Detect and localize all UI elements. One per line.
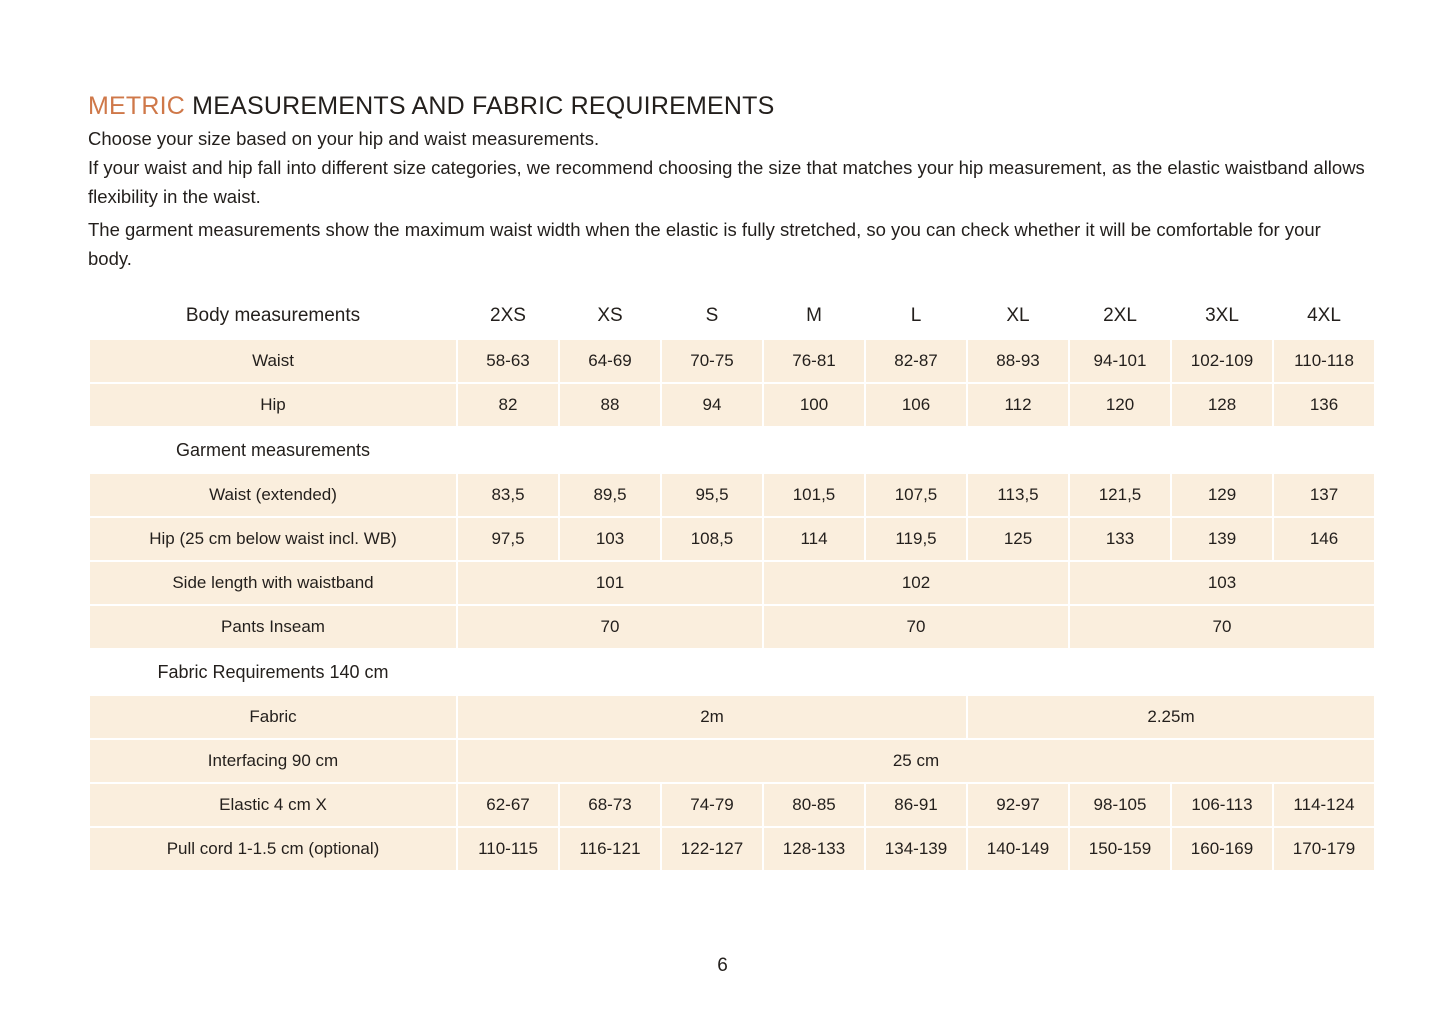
row-label-pull-cord: Pull cord 1-1.5 cm (optional) bbox=[90, 828, 456, 870]
cell-hip-xl: 112 bbox=[968, 384, 1068, 426]
page-number: 6 bbox=[717, 955, 728, 976]
cell-waist-s: 70-75 bbox=[662, 340, 762, 382]
cell-pullcord-4xl: 170-179 bbox=[1274, 828, 1374, 870]
fabric-requirements-header: Fabric Requirements 140 cm bbox=[157, 661, 389, 682]
cell-hipwb-l: 119,5 bbox=[866, 518, 966, 560]
cell-waist-m: 76-81 bbox=[764, 340, 864, 382]
size-header-xs: XS bbox=[597, 305, 623, 326]
cell-hipwb-3xl: 139 bbox=[1172, 518, 1272, 560]
cell-elastic-4xl: 114-124 bbox=[1274, 784, 1374, 826]
cell-fabric-group-2: 2.25m bbox=[968, 696, 1374, 738]
cell-inseam-group-3: 70 bbox=[1070, 606, 1374, 648]
cell-waist-ext-2xl: 121,5 bbox=[1070, 474, 1170, 516]
cell-elastic-2xl: 98-105 bbox=[1070, 784, 1170, 826]
cell-hipwb-4xl: 146 bbox=[1274, 518, 1374, 560]
cell-elastic-m: 80-85 bbox=[764, 784, 864, 826]
row-label-side-length: Side length with waistband bbox=[90, 562, 456, 604]
cell-waist-2xl: 94-101 bbox=[1070, 340, 1170, 382]
section-spacer bbox=[458, 428, 1374, 472]
cell-hip-l: 106 bbox=[866, 384, 966, 426]
garment-measurements-header: Garment measurements bbox=[175, 439, 371, 460]
row-label-hip: Hip bbox=[90, 384, 456, 426]
row-label-interfacing: Interfacing 90 cm bbox=[90, 740, 456, 782]
table-row bbox=[90, 606, 1374, 648]
cell-elastic-l: 86-91 bbox=[866, 784, 966, 826]
cell-hipwb-s: 108,5 bbox=[662, 518, 762, 560]
cell-waist-ext-4xl: 137 bbox=[1274, 474, 1374, 516]
page-title bbox=[88, 92, 774, 121]
size-header-l: L bbox=[910, 305, 922, 326]
cell-pullcord-2xl: 150-159 bbox=[1070, 828, 1170, 870]
page-title-rest: MEASUREMENTS AND FABRIC REQUIREMENTS bbox=[185, 92, 775, 120]
row-label-hip-below-waist: Hip (25 cm below waist incl. WB) bbox=[90, 518, 456, 560]
row-label-waist: Waist bbox=[90, 340, 456, 382]
cell-hip-xs: 88 bbox=[560, 384, 660, 426]
cell-inseam-group-1: 70 bbox=[458, 606, 762, 648]
size-header-3xl: 3XL bbox=[1205, 305, 1239, 326]
cell-hipwb-xs: 103 bbox=[560, 518, 660, 560]
table-row bbox=[90, 828, 1374, 870]
cell-waist-ext-2xs: 83,5 bbox=[458, 474, 558, 516]
cell-elastic-3xl: 106-113 bbox=[1172, 784, 1272, 826]
size-header-4xl: 4XL bbox=[1307, 305, 1341, 326]
cell-waist-ext-xs: 89,5 bbox=[560, 474, 660, 516]
size-header-2xs: 2XS bbox=[490, 305, 526, 326]
cell-hip-2xs: 82 bbox=[458, 384, 558, 426]
row-label-pants-inseam: Pants Inseam bbox=[90, 606, 456, 648]
cell-pullcord-l: 134-139 bbox=[866, 828, 966, 870]
cell-hip-s: 94 bbox=[662, 384, 762, 426]
table-row bbox=[90, 384, 1374, 426]
cell-elastic-xl: 92-97 bbox=[968, 784, 1068, 826]
cell-pullcord-2xs: 110-115 bbox=[458, 828, 558, 870]
cell-hip-3xl: 128 bbox=[1172, 384, 1272, 426]
cell-hipwb-2xl: 133 bbox=[1070, 518, 1170, 560]
size-header-m: M bbox=[806, 305, 822, 326]
cell-waist-ext-l: 107,5 bbox=[866, 474, 966, 516]
section-row-fabric bbox=[90, 650, 1374, 694]
body-measurements-header: Body measurements bbox=[185, 305, 361, 326]
cell-pullcord-m: 128-133 bbox=[764, 828, 864, 870]
cell-waist-ext-m: 101,5 bbox=[764, 474, 864, 516]
size-header-s: S bbox=[705, 305, 719, 326]
cell-hip-2xl: 120 bbox=[1070, 384, 1170, 426]
intro-line-1: Choose your size based on your hip and waist measurements. bbox=[88, 128, 600, 149]
cell-waist-ext-3xl: 129 bbox=[1172, 474, 1272, 516]
table-row bbox=[90, 784, 1374, 826]
cell-pullcord-xl: 140-149 bbox=[968, 828, 1068, 870]
table-row bbox=[90, 474, 1374, 516]
cell-waist-l: 82-87 bbox=[866, 340, 966, 382]
table-row bbox=[90, 518, 1374, 560]
intro-paragraphs bbox=[88, 124, 1368, 273]
table-row bbox=[90, 562, 1374, 604]
cell-pullcord-s: 122-127 bbox=[662, 828, 762, 870]
cell-inseam-group-2: 70 bbox=[764, 606, 1068, 648]
cell-waist-ext-xl: 113,5 bbox=[968, 474, 1068, 516]
section-spacer bbox=[458, 650, 1374, 694]
cell-hipwb-m: 114 bbox=[764, 518, 864, 560]
cell-waist-4xl: 110-118 bbox=[1274, 340, 1374, 382]
page-title-accent: METRIC bbox=[88, 92, 186, 120]
row-label-waist-extended: Waist (extended) bbox=[90, 474, 456, 516]
cell-hipwb-xl: 125 bbox=[968, 518, 1068, 560]
table-row bbox=[90, 696, 1374, 738]
cell-interfacing-all: 25 cm bbox=[458, 740, 1374, 782]
intro-line-2: If your waist and hip fall into different size categories, we recommend choosing the size that matches your hip measurement, as the elastic waistband allows flexibility in the waist. bbox=[88, 157, 1365, 207]
row-label-fabric: Fabric bbox=[90, 696, 456, 738]
cell-waist-xs: 64-69 bbox=[560, 340, 660, 382]
size-header-xl: XL bbox=[1006, 305, 1030, 326]
cell-pullcord-3xl: 160-169 bbox=[1172, 828, 1272, 870]
cell-waist-ext-s: 95,5 bbox=[662, 474, 762, 516]
measurements-table-wrap bbox=[88, 292, 1356, 872]
cell-hip-m: 100 bbox=[764, 384, 864, 426]
cell-elastic-2xs: 62-67 bbox=[458, 784, 558, 826]
cell-side-length-group-1: 101 bbox=[458, 562, 762, 604]
cell-elastic-xs: 68-73 bbox=[560, 784, 660, 826]
cell-pullcord-xs: 116-121 bbox=[560, 828, 660, 870]
table-row bbox=[90, 340, 1374, 382]
cell-hip-4xl: 136 bbox=[1274, 384, 1374, 426]
table-header-row bbox=[90, 294, 1374, 338]
cell-side-length-group-3: 103 bbox=[1070, 562, 1374, 604]
cell-waist-xl: 88-93 bbox=[968, 340, 1068, 382]
cell-elastic-s: 74-79 bbox=[662, 784, 762, 826]
cell-side-length-group-2: 102 bbox=[764, 562, 1068, 604]
table-row bbox=[90, 740, 1374, 782]
cell-hipwb-2xs: 97,5 bbox=[458, 518, 558, 560]
section-row-garment bbox=[90, 428, 1374, 472]
cell-waist-3xl: 102-109 bbox=[1172, 340, 1272, 382]
row-label-elastic: Elastic 4 cm X bbox=[90, 784, 456, 826]
cell-fabric-group-1: 2m bbox=[458, 696, 966, 738]
size-header-2xl: 2XL bbox=[1103, 305, 1137, 326]
intro-line-3: The garment measurements show the maximum waist width when the elastic is fully stretched, so you can check whether it will be comfortable for your body. bbox=[88, 219, 1321, 269]
measurements-table bbox=[88, 292, 1376, 872]
cell-waist-2xs: 58-63 bbox=[458, 340, 558, 382]
